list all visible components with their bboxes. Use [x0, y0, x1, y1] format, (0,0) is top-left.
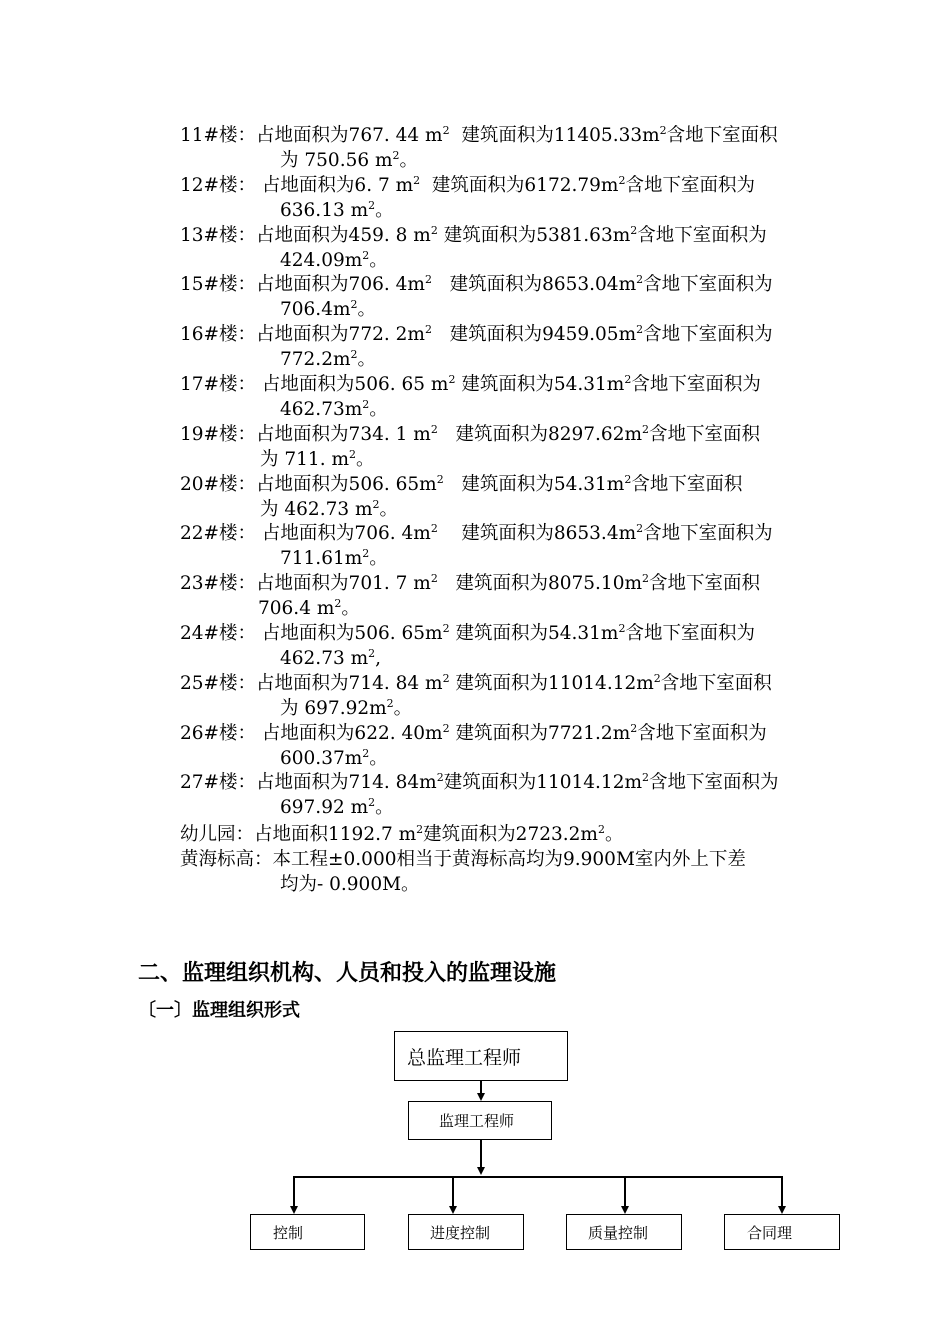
superscript-2: 2	[448, 373, 456, 386]
superscript-2: 2	[624, 373, 632, 386]
arrow-down-icon	[477, 1093, 485, 1101]
floor-area: 建筑面积为9459.05m	[431, 324, 637, 346]
superscript-2: 2	[436, 472, 444, 486]
building-label: 12#楼：	[180, 174, 257, 196]
superscript-2: 2	[630, 721, 638, 735]
superscript-2: 2	[350, 348, 358, 362]
floor-area: 建筑面积为7721.2m	[449, 722, 631, 744]
building-label: 23#楼：	[180, 573, 257, 595]
footprint-area: 占地面积为701. 7 m	[256, 573, 431, 595]
basement-area-value: 为 462.73 m	[260, 498, 373, 520]
floor-area: 建筑面积为6172.79m	[420, 174, 619, 196]
arrow-down-icon	[778, 1206, 786, 1214]
basement-area-label: 含地下室面积为	[643, 274, 773, 296]
entry-tail: 。	[375, 199, 394, 221]
org-box-control-label: 控制	[273, 1223, 304, 1242]
basement-area-label: 含地下室面积为	[625, 174, 755, 196]
superscript-2: 2	[653, 671, 661, 685]
org-branch-line	[293, 1176, 783, 1178]
basement-area-value: 424.09m	[280, 249, 363, 271]
superscript-2: 2	[597, 823, 605, 836]
arrow-down-icon	[477, 1167, 485, 1175]
entry-tail: 。	[357, 349, 377, 371]
superscript-2: 2	[372, 497, 380, 511]
basement-area-value: 706.4m	[280, 299, 351, 321]
floor-area: 建筑面积为11014.12m	[443, 772, 643, 794]
kindergarten-footprint: 占地面积1192.7 m	[254, 824, 417, 845]
superscript-2: 2	[442, 671, 450, 685]
entry-tail: 。	[369, 399, 388, 420]
floor-area: 建筑面积为5381.63m	[437, 224, 631, 246]
building-label: 11#楼：	[180, 125, 257, 146]
basement-area-value: 600.37m	[280, 747, 363, 769]
org-box-contract-label: 合同理	[747, 1223, 793, 1242]
superscript-2: 2	[642, 771, 650, 785]
building-label: 13#楼：	[180, 224, 257, 246]
floor-area: 建筑面积为54.31m	[455, 374, 625, 395]
building-label: 24#楼：	[180, 623, 257, 644]
building-label: 22#楼：	[180, 523, 257, 545]
org-box-quality-control	[566, 1214, 682, 1250]
org-connector	[781, 1176, 783, 1206]
entry-tail: 。	[379, 498, 399, 520]
entry-tail: 。	[375, 797, 394, 819]
basement-area-value: 为 711. m	[260, 448, 349, 470]
floor-area: 建筑面积为54.31m	[443, 473, 625, 495]
footprint-area: 占地面积为506. 65m	[256, 623, 443, 644]
basement-area-value: 711.61m	[280, 548, 363, 570]
footprint-area: 占地面积为706. 4m	[256, 274, 425, 296]
arrow-down-icon	[621, 1206, 629, 1214]
superscript-2: 2	[630, 223, 638, 237]
superscript-2: 2	[430, 572, 438, 586]
superscript-2: 2	[442, 124, 450, 137]
basement-area-label: 含地下室面积为	[643, 523, 773, 545]
superscript-2: 2	[362, 547, 370, 561]
superscript-2: 2	[636, 273, 644, 287]
floor-area: 建筑面积为11014.12m	[449, 672, 654, 694]
entry-tail: 。	[341, 598, 360, 620]
superscript-2: 2	[430, 522, 438, 536]
superscript-2: 2	[636, 522, 644, 536]
org-box-schedule-control-label: 进度控制	[430, 1223, 491, 1242]
footprint-area: 占地面积为622. 40m	[256, 722, 443, 744]
org-connector	[480, 1081, 482, 1093]
basement-area-value: 462.73m	[280, 399, 363, 420]
kindergarten-floor-area: 建筑面积为2723.2m	[423, 824, 598, 845]
superscript-2: 2	[368, 647, 376, 660]
elevation-line2: 均为- 0.900M。	[280, 874, 420, 895]
superscript-2: 2	[430, 422, 438, 436]
superscript-2: 2	[659, 124, 667, 137]
superscript-2: 2	[362, 746, 370, 760]
superscript-2: 2	[334, 597, 342, 611]
footprint-area: 占地面积为714. 84m	[256, 772, 437, 794]
basement-area-value: 为 750.56 m	[280, 150, 393, 171]
building-label: 16#楼：	[180, 324, 257, 346]
superscript-2: 2	[349, 447, 356, 461]
basement-area-label: 含地下室面积为	[625, 623, 755, 644]
org-connector	[452, 1176, 454, 1206]
basement-area-value: 772.2m	[280, 349, 351, 371]
superscript-2: 2	[424, 323, 432, 337]
building-label: 15#楼：	[180, 274, 257, 296]
org-box-supervisor-label: 监理工程师	[439, 1112, 515, 1130]
building-label: 25#楼：	[180, 672, 257, 694]
superscript-2: 2	[442, 622, 450, 635]
superscript-2: 2	[413, 173, 421, 187]
basement-area-value: 697.92 m	[280, 797, 369, 819]
entry-tail: 。	[393, 697, 413, 719]
floor-area: 建筑面积为8075.10m	[437, 573, 643, 595]
footprint-area: 占地面积为506. 65 m	[256, 374, 449, 395]
floor-area: 建筑面积为8653.4m	[437, 523, 637, 545]
basement-area-label: 含地下室面积为	[649, 772, 779, 794]
superscript-2: 2	[392, 149, 400, 162]
org-box-chief-supervisor	[394, 1031, 568, 1081]
superscript-2: 2	[368, 198, 376, 212]
elevation-line1: 本工程±0.000相当于黄海标高均为9.900M室内外上下差	[272, 849, 746, 870]
entry-tail: ,	[375, 648, 382, 669]
floor-area: 建筑面积为8653.04m	[431, 274, 637, 296]
floor-area: 建筑面积为8297.62m	[437, 423, 643, 445]
superscript-2: 2	[624, 472, 632, 486]
superscript-2: 2	[362, 398, 370, 411]
superscript-2: 2	[642, 422, 650, 436]
basement-area-label: 含地下室面积	[666, 125, 778, 146]
footprint-area: 占地面积为6. 7 m	[256, 174, 414, 196]
org-connector	[293, 1176, 295, 1206]
floor-area: 建筑面积为54.31m	[449, 623, 619, 644]
entry-tail: 。	[356, 448, 375, 470]
building-label: 19#楼：	[180, 423, 257, 445]
basement-area-label: 含地下室面积	[631, 473, 743, 495]
entry-tail: 。	[369, 548, 388, 570]
superscript-2: 2	[424, 273, 432, 287]
basement-area-label: 含地下室面积	[649, 423, 761, 445]
building-label: 20#楼：	[180, 473, 257, 495]
elevation-label: 黄海标高：	[180, 849, 273, 870]
superscript-2: 2	[362, 248, 370, 262]
basement-area-label: 含地下室面积	[649, 573, 761, 595]
basement-area-label: 含地下室面积为	[643, 324, 773, 346]
superscript-2: 2	[416, 823, 424, 836]
basement-area-value: 636.13 m	[280, 199, 369, 221]
org-connector	[480, 1140, 482, 1167]
footprint-area: 占地面积为714. 84 m	[256, 672, 443, 694]
footprint-area: 占地面积为506. 65m	[256, 473, 437, 495]
basement-area-value: 706.4 m	[258, 598, 335, 620]
org-box-contract	[724, 1214, 840, 1250]
basement-area-value: 462.73 m	[280, 648, 369, 669]
superscript-2: 2	[442, 721, 450, 735]
org-box-control	[250, 1214, 365, 1250]
superscript-2: 2	[368, 796, 376, 810]
basement-area-label: 含地下室面积为	[631, 374, 761, 395]
entry-tail: 。	[369, 249, 388, 271]
superscript-2: 2	[642, 572, 650, 586]
superscript-2: 2	[430, 223, 438, 237]
arrow-down-icon	[290, 1206, 298, 1214]
arrow-down-icon	[449, 1206, 457, 1214]
footprint-area: 占地面积为459. 8 m	[256, 224, 431, 246]
footprint-area: 占地面积为772. 2m	[256, 324, 425, 346]
org-box-schedule-control	[408, 1214, 524, 1250]
basement-area-label: 含地下室面积为	[637, 224, 767, 246]
superscript-2: 2	[636, 323, 644, 337]
subsection-title: 〔一〕监理组织形式	[138, 1000, 300, 1021]
org-box-chief-supervisor-label: 总监理工程师	[407, 1046, 522, 1069]
basement-area-value: 为 697.92m	[280, 697, 387, 719]
section-title: 二、监理组织机构、人员和投入的监理设施	[138, 961, 557, 986]
entry-tail: 。	[369, 747, 388, 769]
footprint-area: 占地面积为734. 1 m	[256, 423, 431, 445]
org-box-quality-control-label: 质量控制	[588, 1223, 649, 1242]
building-label: 17#楼：	[180, 374, 257, 395]
superscript-2: 2	[436, 771, 444, 785]
superscript-2: 2	[350, 298, 358, 312]
superscript-2: 2	[618, 622, 626, 635]
org-connector	[624, 1176, 626, 1206]
kindergarten-label: 幼儿园：	[180, 824, 255, 845]
basement-area-label: 含地下室面积	[660, 672, 772, 694]
footprint-area: 占地面积为767. 44 m	[256, 125, 443, 146]
org-box-supervisor	[408, 1101, 552, 1140]
floor-area: 建筑面积为11405.33m	[449, 125, 660, 146]
building-label: 26#楼：	[180, 722, 257, 744]
building-label: 27#楼：	[180, 772, 257, 794]
kindergarten-tail: 。	[604, 824, 624, 845]
entry-tail: 。	[357, 299, 377, 321]
basement-area-label: 含地下室面积为	[637, 722, 767, 744]
entry-tail: 。	[399, 150, 419, 171]
superscript-2: 2	[386, 696, 394, 710]
footprint-area: 占地面积为706. 4m	[256, 523, 431, 545]
superscript-2: 2	[618, 173, 626, 187]
